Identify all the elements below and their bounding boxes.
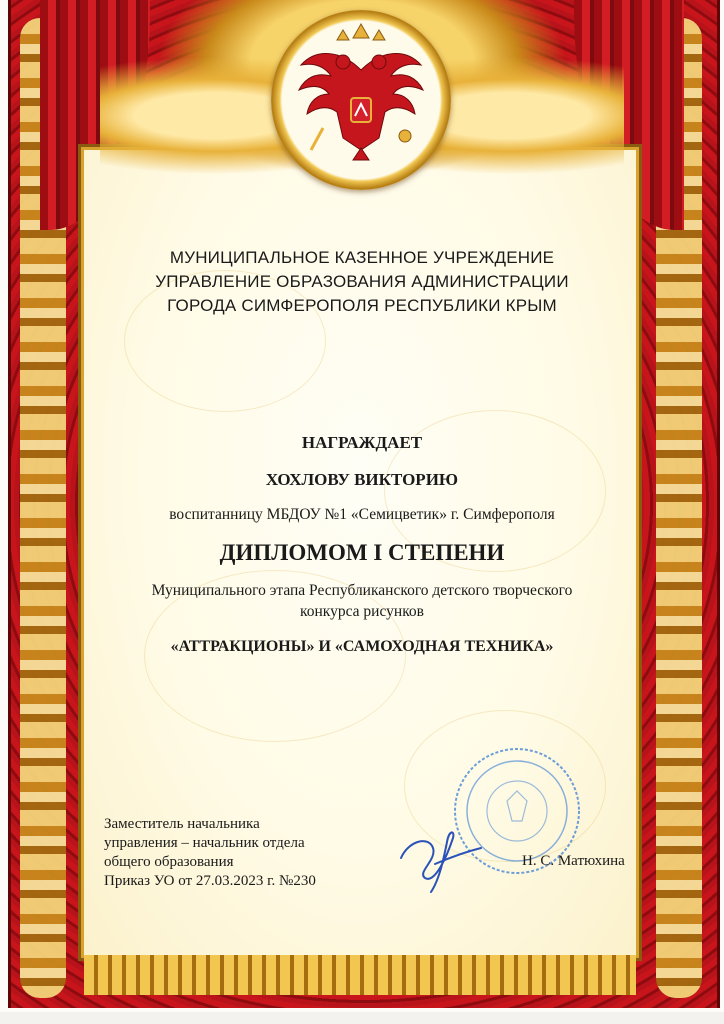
recipient-description: воспитанницу МБДОУ №1 «Семицветик» г. Симферополя xyxy=(169,506,555,523)
organization-line: УПРАВЛЕНИЕ ОБРАЗОВАНИЯ АДМИНИСТРАЦИИ xyxy=(155,272,569,291)
double-headed-eagle-icon xyxy=(271,10,451,190)
organization-line: МУНИЦИПАЛЬНОЕ КАЗЕННОЕ УЧРЕЖДЕНИЕ xyxy=(169,248,555,267)
bottom-gold-band xyxy=(84,955,636,995)
signer-position-line: Заместитель начальника xyxy=(104,816,260,832)
handwritten-signature xyxy=(395,818,485,898)
signer-name: Н. С. Матюхина xyxy=(522,853,625,869)
event-description xyxy=(0,580,724,622)
award-verb: НАГРАЖДАЕТ xyxy=(301,433,423,452)
event-line: конкурса рисунков xyxy=(300,603,424,620)
recipient-name: ХОХЛОВУ ВИКТОРИЮ xyxy=(265,470,459,489)
event-line: Муниципального этапа Республиканского детского творческого xyxy=(151,582,573,599)
signer-position-line: общего образования xyxy=(104,854,234,870)
order-reference: Приказ УО от 27.03.2023 г. №230 xyxy=(104,873,316,889)
issuing-organization xyxy=(0,246,724,318)
organization-line: ГОРОДА СИМФЕРОПОЛЯ РЕСПУБЛИКИ КРЫМ xyxy=(167,296,557,315)
diploma-degree: ДИПЛОМОМ I СТЕПЕНИ xyxy=(219,540,505,565)
contest-name: «АТТРАКЦИОНЫ» И «САМОХОДНАЯ ТЕХНИКА» xyxy=(170,638,554,655)
coat-of-arms-emblem xyxy=(271,10,451,190)
signer-position-line: управления – начальник отдела xyxy=(104,835,305,851)
signer-position xyxy=(104,815,316,891)
